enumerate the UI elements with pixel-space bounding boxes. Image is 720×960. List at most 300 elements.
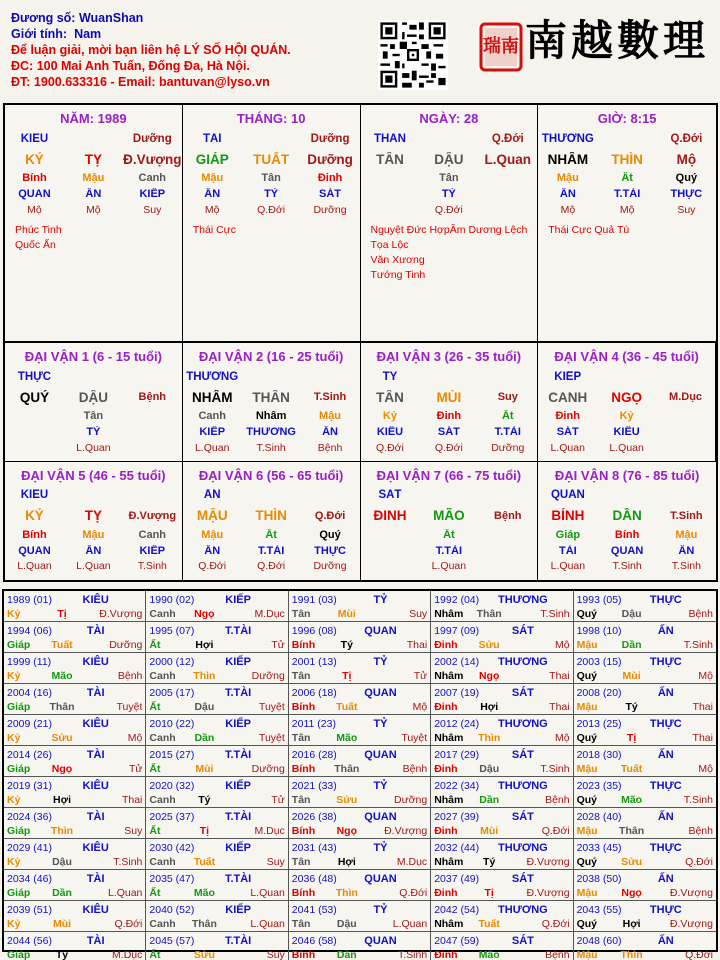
pillar-row3-item: Quý bbox=[675, 172, 698, 184]
dai-van-cell bbox=[538, 343, 716, 462]
pillar-row1-item: THÂN bbox=[373, 132, 406, 145]
year-chi: Dậu bbox=[336, 918, 357, 930]
year-state: T.Sinh bbox=[113, 856, 143, 868]
year-chi: Thìn bbox=[193, 670, 216, 682]
year-detail bbox=[434, 669, 569, 683]
pillar-row3-item: Mậu bbox=[556, 172, 579, 184]
year-detail bbox=[292, 700, 427, 714]
year-state: Thai bbox=[549, 701, 570, 713]
dai-van-main-row bbox=[183, 505, 360, 527]
year-header bbox=[434, 872, 569, 886]
year-god: QUAN bbox=[364, 873, 397, 885]
dai-van-hidden-god: THƯƠNG bbox=[246, 426, 296, 438]
year-cell[interactable] bbox=[289, 777, 431, 808]
year-header bbox=[434, 593, 569, 607]
pillar-row2-item: DẬU bbox=[434, 151, 464, 167]
year-detail bbox=[292, 762, 427, 776]
pillar-row4-item: ẤN bbox=[85, 188, 102, 200]
dai-van-god-row bbox=[361, 486, 538, 505]
year-label: 1991 (03) bbox=[291, 594, 337, 606]
year-header bbox=[7, 686, 142, 700]
dai-van-cell bbox=[361, 343, 539, 462]
year-cell[interactable] bbox=[431, 653, 573, 684]
year-cell[interactable] bbox=[4, 591, 146, 622]
pillar-title: THÁNG: 10 bbox=[236, 111, 306, 126]
year-label: 1997 (09) bbox=[434, 625, 480, 637]
pillar-note: Thái Cực bbox=[192, 224, 236, 236]
year-state: Dưỡng bbox=[394, 794, 428, 806]
year-god: TÀI bbox=[86, 811, 105, 823]
year-state: Đ.Vượng bbox=[384, 825, 428, 837]
year-cell[interactable] bbox=[574, 839, 716, 870]
year-cell[interactable] bbox=[289, 932, 431, 960]
year-cell[interactable] bbox=[289, 808, 431, 839]
year-chi: Hợi bbox=[480, 701, 499, 713]
year-cell[interactable] bbox=[574, 622, 716, 653]
dai-van-gods-row bbox=[361, 424, 538, 440]
pillar-title: GIỜ: 8:15 bbox=[597, 111, 657, 126]
dai-van-title: ĐẠI VẬN 3 (26 - 35 tuổi) bbox=[376, 349, 522, 364]
year-cell[interactable] bbox=[146, 870, 288, 901]
dai-van-states-row bbox=[361, 440, 538, 455]
year-state: Đ.Vượng bbox=[526, 887, 570, 899]
year-label: 2022 (34) bbox=[434, 780, 480, 792]
year-header bbox=[577, 748, 713, 762]
dai-van-god: THƯƠNG bbox=[186, 370, 239, 383]
year-state: Mộ bbox=[555, 732, 570, 744]
year-cell[interactable] bbox=[146, 777, 288, 808]
year-cell[interactable] bbox=[146, 901, 288, 932]
year-cell[interactable] bbox=[4, 932, 146, 960]
year-label: 2017 (29) bbox=[434, 749, 480, 761]
year-header bbox=[149, 686, 284, 700]
year-state: Tử bbox=[128, 763, 143, 775]
year-can: Bính bbox=[291, 825, 316, 837]
year-detail bbox=[434, 731, 569, 745]
pillar-cell bbox=[538, 105, 716, 341]
year-cell[interactable] bbox=[431, 870, 573, 901]
year-cell[interactable] bbox=[574, 746, 716, 777]
contact-phone-email[interactable]: ĐT: 1900.633316 - Email: bantuvan@lyso.vn bbox=[11, 75, 270, 89]
year-cell[interactable] bbox=[431, 684, 573, 715]
year-can: Ất bbox=[149, 949, 161, 960]
year-cell[interactable] bbox=[289, 622, 431, 653]
year-header bbox=[434, 903, 569, 917]
year-state: Tử bbox=[271, 794, 285, 806]
year-god: ẤN bbox=[657, 935, 674, 947]
dai-van-hidden-god: ẤN bbox=[322, 426, 338, 438]
pillar-notes bbox=[361, 217, 538, 283]
year-header bbox=[149, 748, 284, 762]
dai-van-cell bbox=[183, 462, 361, 581]
year-can: Tân bbox=[291, 670, 311, 682]
year-detail bbox=[577, 669, 713, 683]
year-cell[interactable] bbox=[574, 715, 716, 746]
year-state: Mộ bbox=[555, 639, 570, 651]
year-god: TỶ bbox=[373, 656, 388, 668]
year-can: Kỷ bbox=[7, 794, 21, 806]
year-detail bbox=[292, 793, 427, 807]
year-chi: Tuất bbox=[336, 701, 358, 713]
year-header bbox=[577, 903, 713, 917]
year-label: 2015 (27) bbox=[149, 749, 195, 761]
year-header bbox=[292, 748, 427, 762]
year-cell[interactable] bbox=[431, 932, 573, 960]
year-god: QUAN bbox=[364, 749, 397, 761]
pillar-row1 bbox=[361, 129, 538, 148]
year-chi: Dậu bbox=[194, 701, 215, 713]
year-cell[interactable] bbox=[146, 932, 288, 960]
year-detail bbox=[149, 793, 284, 807]
year-header bbox=[577, 810, 713, 824]
dai-van-hidden-row bbox=[183, 408, 360, 424]
year-cell[interactable] bbox=[431, 839, 573, 870]
year-god: THỰC bbox=[649, 656, 682, 668]
year-header bbox=[149, 934, 284, 948]
year-state: Dưỡng bbox=[251, 670, 285, 682]
year-chi: Tuất bbox=[478, 918, 500, 930]
dai-van-chi: MÙI bbox=[436, 389, 462, 405]
year-cell[interactable] bbox=[431, 591, 573, 622]
dai-van-can: TÂN bbox=[376, 389, 404, 405]
year-cell[interactable] bbox=[289, 901, 431, 932]
year-chi: Mùi bbox=[337, 608, 356, 620]
year-cell[interactable] bbox=[431, 777, 573, 808]
year-cell[interactable] bbox=[289, 591, 431, 622]
year-state: Thai bbox=[121, 794, 143, 806]
year-cell[interactable] bbox=[574, 591, 716, 622]
dai-van-main-row bbox=[538, 505, 716, 527]
year-god: KIÊU bbox=[82, 718, 109, 730]
year-god: SÁT bbox=[511, 687, 534, 699]
dai-van-title: ĐẠI VẬN 7 (66 - 75 tuổi) bbox=[376, 467, 522, 483]
year-detail bbox=[577, 793, 713, 807]
year-header bbox=[292, 655, 427, 669]
year-label: 2000 (12) bbox=[149, 656, 195, 668]
year-detail bbox=[292, 824, 427, 838]
year-label: 2001 (13) bbox=[291, 656, 337, 668]
year-detail bbox=[577, 731, 713, 745]
year-cell[interactable] bbox=[431, 622, 573, 653]
dai-van-state: Đ.Vượng bbox=[128, 509, 177, 522]
year-god: THƯƠNG bbox=[498, 656, 548, 668]
year-detail bbox=[577, 824, 713, 838]
pillar-row2-item: L.Quan bbox=[484, 151, 532, 167]
year-state: Dưỡng bbox=[251, 763, 285, 775]
dai-van-hidden-state: L.Quan bbox=[76, 441, 111, 454]
year-detail bbox=[434, 948, 569, 960]
year-label: 2043 (55) bbox=[576, 904, 622, 916]
year-state: Suy bbox=[409, 608, 428, 620]
year-can: Đinh bbox=[434, 887, 458, 899]
year-state: Thai bbox=[549, 670, 570, 682]
dai-van-hidden: Ất bbox=[443, 528, 455, 541]
year-can: Đinh bbox=[434, 949, 458, 960]
pillar-title: NĂM: 1989 bbox=[60, 111, 127, 126]
dai-van-god-row bbox=[538, 367, 715, 386]
dai-van-hidden-god: ẤN bbox=[204, 544, 221, 557]
year-cell[interactable] bbox=[574, 808, 716, 839]
year-god: TỶ bbox=[373, 594, 388, 606]
year-header bbox=[149, 841, 284, 855]
year-header bbox=[577, 841, 713, 855]
year-god: SÁT bbox=[511, 811, 534, 823]
year-can: Đinh bbox=[434, 825, 458, 837]
year-cell[interactable] bbox=[146, 622, 288, 653]
year-chi: Thân bbox=[619, 825, 645, 837]
year-cell[interactable] bbox=[574, 870, 716, 901]
year-can: Nhâm bbox=[434, 670, 464, 682]
pillar-row4 bbox=[361, 186, 538, 202]
dai-van-hidden-god: KIÊU bbox=[613, 426, 640, 438]
year-cell[interactable] bbox=[431, 808, 573, 839]
pillar-row2-item: Dưỡng bbox=[307, 151, 353, 167]
year-cell[interactable] bbox=[431, 715, 573, 746]
year-god: QUAN bbox=[364, 935, 397, 947]
year-chi: Mão bbox=[336, 732, 358, 744]
year-cell[interactable] bbox=[4, 746, 146, 777]
gender-line: Giới tính: Nam bbox=[11, 27, 102, 41]
year-can: Kỷ bbox=[7, 732, 21, 744]
pillar-row5-item: Suy bbox=[143, 203, 162, 216]
dai-van-god: SÁT bbox=[378, 489, 402, 501]
dai-van-state: T.Sinh bbox=[313, 391, 347, 403]
dai-van-can: BÍNH bbox=[551, 508, 585, 523]
year-state: Suy bbox=[266, 949, 285, 960]
year-chi: Mùi bbox=[52, 918, 72, 930]
year-god: SÁT bbox=[511, 935, 534, 947]
pillar-note: Quốc Ấn bbox=[15, 239, 56, 251]
year-chi: Tuất bbox=[620, 763, 643, 775]
pillar-row2-item: Mộ bbox=[676, 151, 697, 167]
year-detail bbox=[577, 607, 713, 621]
year-god: T.TÀI bbox=[224, 749, 252, 761]
year-cell[interactable] bbox=[431, 746, 573, 777]
qr-code-icon[interactable] bbox=[378, 20, 448, 90]
pillar-row3 bbox=[5, 170, 182, 186]
year-header bbox=[577, 593, 713, 607]
pillar-row1-item: Q.Đới bbox=[670, 132, 703, 145]
year-cell[interactable] bbox=[574, 777, 716, 808]
year-cell[interactable] bbox=[4, 622, 146, 653]
year-cell[interactable] bbox=[289, 746, 431, 777]
year-state: Đ.Vượng bbox=[669, 918, 713, 930]
pillar-row5-item: Mộ bbox=[204, 203, 220, 216]
pillar-title: NGÀY: 28 bbox=[419, 111, 479, 126]
year-god: T.TÀI bbox=[224, 687, 252, 699]
dai-van-chi: NGỌ bbox=[611, 389, 642, 405]
year-can: Nhâm bbox=[434, 608, 464, 620]
year-detail bbox=[149, 948, 284, 960]
year-god: THƯƠNG bbox=[498, 904, 548, 916]
dai-van-can: MẬU bbox=[196, 508, 228, 523]
pillar-row1-item: Dưỡng bbox=[310, 132, 350, 145]
seal-logo-icon bbox=[479, 22, 523, 72]
year-state: Tử bbox=[271, 639, 285, 651]
year-cell[interactable] bbox=[146, 591, 288, 622]
year-label: 2002 (14) bbox=[434, 656, 480, 668]
pillar-row2-item: TUẤT bbox=[253, 151, 290, 167]
year-state: Bệnh bbox=[117, 670, 143, 682]
year-cell[interactable] bbox=[146, 746, 288, 777]
year-header bbox=[577, 717, 713, 731]
pillar-row5-item: Q.Đới bbox=[434, 203, 463, 216]
year-god: T.TÀI bbox=[224, 625, 252, 637]
year-header bbox=[292, 686, 427, 700]
year-label: 1994 (06) bbox=[7, 625, 52, 637]
year-cell[interactable] bbox=[4, 870, 146, 901]
dai-van-hidden-row bbox=[361, 527, 538, 543]
year-header bbox=[577, 655, 713, 669]
year-god: KIÊU bbox=[82, 904, 109, 916]
dai-van-hidden: Nhâm bbox=[255, 410, 287, 422]
dai-van-hidden-row bbox=[361, 408, 538, 424]
year-can: Kỷ bbox=[7, 608, 21, 620]
year-label: 1993 (05) bbox=[576, 594, 622, 606]
year-state: M.Dục bbox=[254, 608, 285, 620]
dai-van-grid bbox=[5, 343, 716, 580]
year-cell[interactable] bbox=[146, 684, 288, 715]
pillar-row2 bbox=[538, 148, 716, 170]
year-detail bbox=[149, 607, 284, 621]
dai-van-hidden-god: ẤN bbox=[678, 544, 695, 557]
pillar-row3-item: Đinh bbox=[317, 172, 343, 184]
year-detail bbox=[292, 855, 427, 869]
year-god: T.TÀI bbox=[224, 811, 252, 823]
year-detail bbox=[434, 793, 569, 807]
pillar-row5 bbox=[183, 202, 360, 217]
year-header bbox=[434, 810, 569, 824]
year-cell[interactable] bbox=[4, 901, 146, 932]
year-label: 2024 (36) bbox=[7, 811, 52, 823]
year-cell[interactable] bbox=[4, 684, 146, 715]
year-state: Bệnh bbox=[688, 825, 713, 837]
year-can: Mậu bbox=[576, 763, 598, 775]
year-cell[interactable] bbox=[574, 901, 716, 932]
dai-van-hidden-state: T.Sinh bbox=[256, 441, 286, 454]
year-state: Q.Đới bbox=[399, 887, 428, 899]
pillar-cell bbox=[361, 105, 539, 341]
year-header bbox=[149, 779, 284, 793]
year-label: 2034 (46) bbox=[7, 873, 52, 885]
pillar-row3-item: Canh bbox=[138, 172, 167, 184]
year-state: Bệnh bbox=[402, 763, 428, 775]
year-cell[interactable] bbox=[146, 839, 288, 870]
year-can: Ất bbox=[149, 639, 161, 651]
year-cell[interactable] bbox=[574, 932, 716, 960]
pillar-row3-item: Bính bbox=[22, 172, 47, 184]
year-header bbox=[434, 934, 569, 948]
year-header bbox=[292, 717, 427, 731]
year-cell[interactable] bbox=[574, 684, 716, 715]
year-can: Bính bbox=[291, 639, 316, 651]
year-label: 2039 (51) bbox=[7, 904, 52, 916]
year-god: KIẾP bbox=[225, 904, 251, 916]
year-god: KIẾP bbox=[225, 718, 251, 730]
year-header bbox=[7, 655, 142, 669]
pillar-row4-item: T.TÀI bbox=[613, 188, 641, 200]
year-chi: Mão bbox=[193, 887, 215, 899]
year-label: 2020 (32) bbox=[149, 780, 195, 792]
dai-van-hidden: Mậu bbox=[319, 410, 342, 422]
year-can: Bính bbox=[291, 701, 316, 713]
year-header bbox=[577, 686, 713, 700]
pillar-row4-item: ẤN bbox=[559, 188, 576, 200]
year-cell[interactable] bbox=[4, 653, 146, 684]
dai-van-hidden-row bbox=[5, 408, 182, 424]
year-detail bbox=[7, 824, 142, 838]
year-can: Mậu bbox=[576, 639, 598, 651]
year-cell[interactable] bbox=[574, 653, 716, 684]
year-cell[interactable] bbox=[146, 808, 288, 839]
year-detail bbox=[7, 638, 142, 652]
year-cell[interactable] bbox=[4, 777, 146, 808]
year-cell[interactable] bbox=[146, 715, 288, 746]
pillar-notes bbox=[5, 217, 182, 253]
year-detail bbox=[149, 731, 284, 745]
year-can: Canh bbox=[149, 670, 176, 682]
year-header bbox=[434, 748, 569, 762]
dai-van-state: Q.Đới bbox=[314, 509, 346, 522]
dai-van-hidden-god: T.TÀI bbox=[257, 544, 285, 557]
pillar-note: Phúc Tinh bbox=[15, 224, 62, 236]
year-label: 1992 (04) bbox=[434, 594, 480, 606]
dai-van-states-row bbox=[538, 559, 716, 574]
year-cell[interactable] bbox=[289, 653, 431, 684]
year-cell[interactable] bbox=[289, 715, 431, 746]
year-detail bbox=[292, 731, 427, 745]
dai-van-hidden-state: Bệnh bbox=[317, 441, 343, 454]
year-label: 2012 (24) bbox=[434, 718, 480, 730]
dai-van-states-row bbox=[183, 440, 360, 455]
dai-van-hidden-god: QUAN bbox=[610, 544, 644, 557]
year-chi: Thìn bbox=[478, 732, 501, 744]
pillar-row1 bbox=[5, 129, 182, 148]
dai-van-hidden-god: KIÊU bbox=[376, 426, 404, 438]
year-chi: Tị bbox=[626, 732, 637, 744]
year-detail bbox=[7, 700, 142, 714]
dai-van-god-row bbox=[5, 367, 182, 386]
dai-van-cell bbox=[361, 462, 539, 581]
year-cell[interactable] bbox=[4, 839, 146, 870]
year-label: 2030 (42) bbox=[149, 842, 195, 854]
year-cell[interactable] bbox=[4, 808, 146, 839]
pillar-row1 bbox=[538, 129, 716, 148]
year-god: TÀI bbox=[86, 749, 105, 761]
year-can: Bính bbox=[291, 949, 316, 960]
year-label: 2025 (37) bbox=[149, 811, 195, 823]
year-god: KIÊU bbox=[82, 780, 109, 792]
year-cell[interactable] bbox=[289, 870, 431, 901]
year-cell[interactable] bbox=[431, 901, 573, 932]
year-god: ẤN bbox=[657, 749, 674, 761]
year-state: Bệnh bbox=[688, 608, 713, 620]
year-label: 2005 (17) bbox=[149, 687, 195, 699]
dai-van-hidden: Đinh bbox=[555, 410, 580, 422]
year-cell[interactable] bbox=[4, 715, 146, 746]
year-chi: Ngọ bbox=[336, 825, 357, 837]
year-cell[interactable] bbox=[146, 653, 288, 684]
year-god: THỰC bbox=[649, 780, 682, 792]
year-detail bbox=[149, 638, 284, 652]
year-cell[interactable] bbox=[289, 839, 431, 870]
dai-van-god: QUAN bbox=[550, 489, 585, 501]
year-detail bbox=[7, 948, 142, 960]
dai-van-hidden-god: QUAN bbox=[18, 544, 51, 557]
year-cell[interactable] bbox=[289, 684, 431, 715]
year-header bbox=[149, 593, 284, 607]
year-god: TỶ bbox=[373, 718, 388, 730]
